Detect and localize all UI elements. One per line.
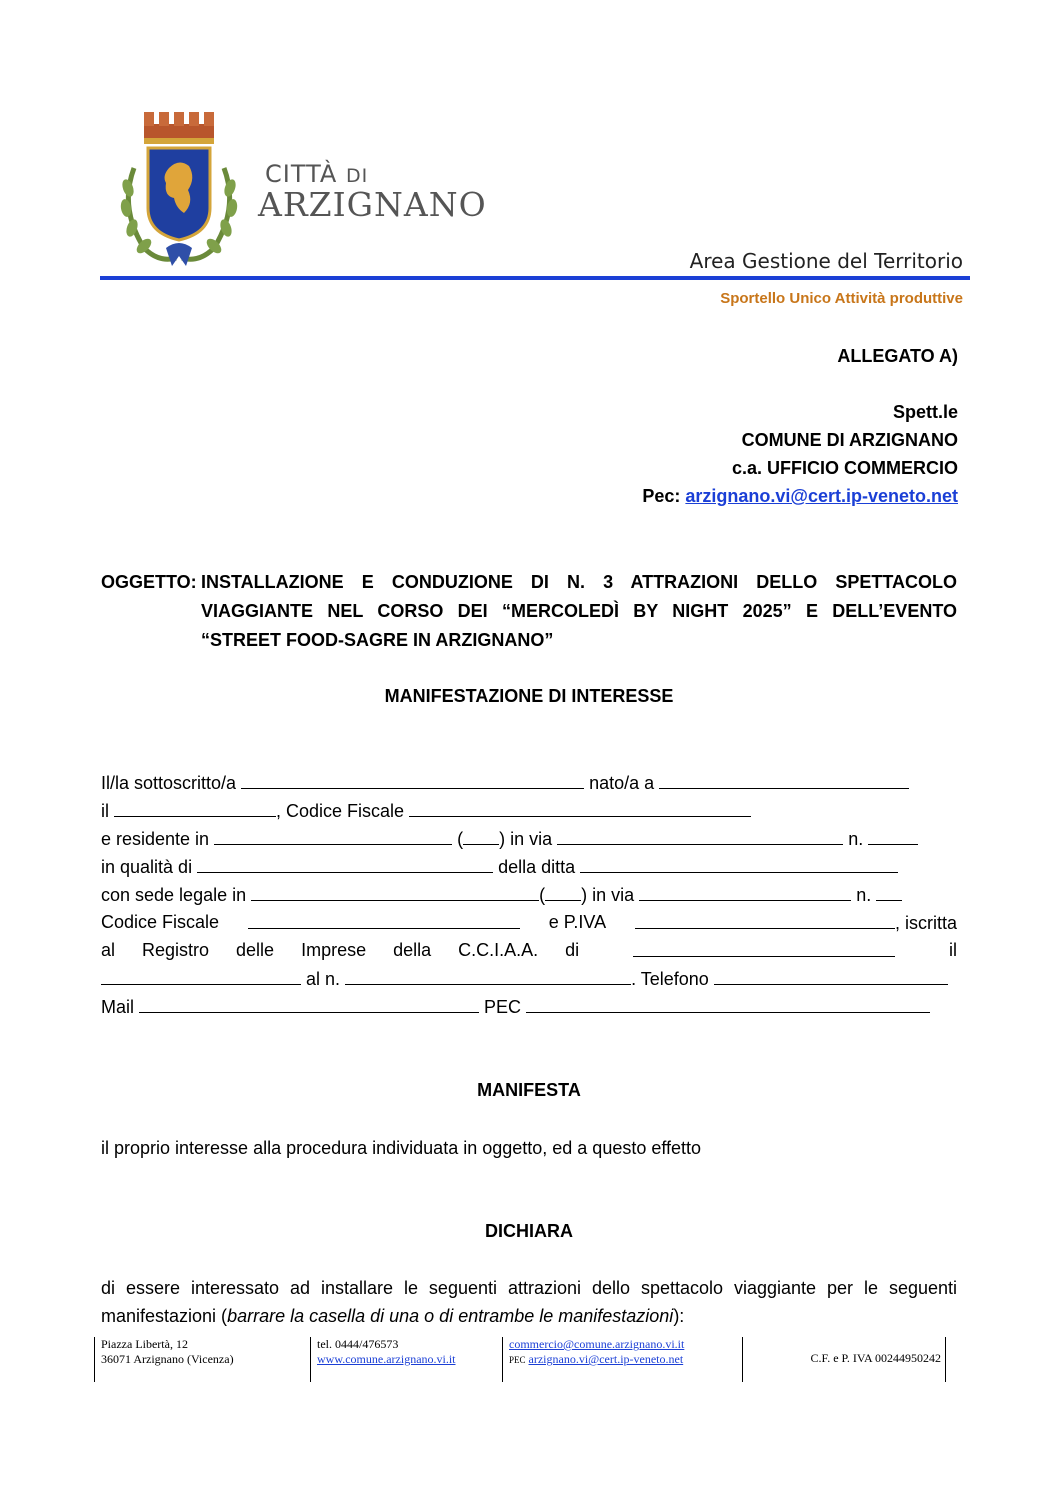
city-name: ARZIGNANO (258, 185, 487, 224)
form-line-2 (101, 800, 751, 822)
label-number: n. (848, 829, 864, 849)
recipient-name: COMUNE DI ARZIGNANO (741, 430, 958, 450)
phone-number: tel. 0444/476573 (317, 1337, 399, 1351)
birthplace-field[interactable] (659, 772, 909, 789)
recipient-office: c.a. UFFICIO COMMERCIO (731, 458, 958, 478)
city-name-small (265, 160, 368, 188)
header-divider (100, 276, 970, 280)
document-title: MANIFESTAZIONE DI INTERESSE (384, 686, 674, 706)
pec-email-link[interactable]: arzignano.vi@cert.ip-veneto.net (685, 486, 958, 506)
paren-open: ( (457, 829, 464, 849)
company-field[interactable] (580, 856, 898, 873)
pec-label: Pec: (642, 486, 681, 506)
residence-province-field[interactable] (463, 828, 499, 845)
paren-close: ) (581, 885, 588, 905)
footer (94, 1337, 942, 1382)
attachment-label: ALLEGATO A) (837, 346, 958, 366)
street-field[interactable] (557, 828, 843, 845)
label-birthplace: nato/a a (589, 773, 655, 793)
form-line-6 (101, 912, 957, 934)
registry-number-field[interactable] (345, 968, 631, 985)
form-line-7 (101, 940, 957, 961)
subject-block (101, 568, 957, 655)
footer-tax-id (742, 1337, 946, 1382)
residence-field[interactable] (214, 828, 452, 845)
form-line-8 (101, 968, 948, 990)
form-line-5 (101, 884, 902, 906)
pec-field[interactable] (526, 996, 930, 1013)
footer-pec-link[interactable]: arzignano.vi@cert.ip-veneto.net (528, 1352, 684, 1366)
form-line-1 (101, 772, 909, 794)
label-pec: PEC (484, 997, 522, 1017)
label-registered-office: con sede legale in (101, 885, 247, 905)
street-number-field[interactable] (868, 828, 918, 845)
company-codice-fiscale-field[interactable] (248, 912, 520, 929)
office-number-field[interactable] (876, 884, 902, 901)
partita-iva-field[interactable] (635, 912, 895, 929)
subject-text: INSTALLAZIONE E CONDUZIONE DI N. 3 ATTRAZIONI DELLO SPETTACOLO VIAGGIANTE NEL CORSO DEI “MERCOLEDÌ BY NIGHT 2025” E DELL’EVENTO “STREET FOOD-SAGRE IN ARZIGNANO” (201, 572, 957, 650)
label-office-street: in via (592, 885, 635, 905)
dichiara-text-main: di essere interessato ad installare le seguenti attrazioni dello spettacolo viaggiante per le seguenti manifestazioni ( (101, 1278, 957, 1326)
footer-pec-label: PEC (509, 1355, 526, 1365)
label-mail: Mail (101, 997, 135, 1017)
footer-address (94, 1337, 301, 1382)
label-registry: al Registro delle Imprese della C.C.I.A.A. di (101, 940, 580, 960)
label-role: in qualità di (101, 857, 193, 877)
birthdate-field[interactable] (114, 800, 276, 817)
name-field[interactable] (241, 772, 584, 789)
manifesta-heading: MANIFESTA (477, 1080, 581, 1100)
codice-fiscale-field[interactable] (409, 800, 751, 817)
dichiara-text-end: ): (673, 1306, 685, 1326)
office-province-field[interactable] (545, 884, 581, 901)
registered-office-field[interactable] (251, 884, 539, 901)
registry-chamber-field[interactable] (633, 940, 895, 957)
label-iscritta: , iscritta (894, 913, 957, 933)
role-field[interactable] (197, 856, 493, 873)
commerce-email-link[interactable]: commercio@comune.arzignano.vi.it (509, 1337, 685, 1351)
website-link[interactable]: www.comune.arzignano.vi.it (317, 1352, 456, 1366)
registry-date-field[interactable] (101, 968, 301, 985)
address-line-1: Piazza Libertà, 12 (101, 1337, 188, 1351)
city-coat-of-arms-logo (114, 108, 244, 270)
recipient-salutation: Spett.le (892, 402, 958, 422)
city-di-label: DI (345, 165, 369, 187)
label-office-number: n. (856, 885, 872, 905)
label-company: della ditta (498, 857, 576, 877)
dichiara-heading: DICHIARA (485, 1221, 573, 1241)
paren-open: ( (539, 885, 546, 905)
tax-id: C.F. e P. IVA 00244950242 (810, 1351, 941, 1365)
paren-close: ) (499, 829, 506, 849)
label-phone: . Telefono (631, 969, 709, 989)
label-registry-number: al n. (306, 969, 341, 989)
label-codice-fiscale: , Codice Fiscale (276, 801, 405, 821)
department-name: Area Gestione del Territorio (689, 249, 963, 273)
address-line-2: 36071 Arzignano (Vicenza) (101, 1352, 234, 1366)
footer-emails (502, 1337, 739, 1382)
office-street-field[interactable] (639, 884, 851, 901)
label-birthdate: il (101, 801, 109, 821)
label-company-codice-fiscale: Codice Fiscale (101, 912, 220, 932)
manifesta-text: il proprio interesse alla procedura individuata in oggetto, ed a questo effetto (101, 1138, 702, 1158)
form-line-3 (101, 828, 918, 850)
phone-field[interactable] (714, 968, 948, 985)
office-name: Sportello Unico Attività produttive (720, 290, 963, 307)
form-line-9 (101, 996, 930, 1018)
recipient-pec (642, 486, 958, 507)
label-partita-iva: e P.IVA (548, 912, 607, 932)
label-sottoscritto: Il/la sottoscritto/a (101, 773, 237, 793)
footer-contacts (310, 1337, 497, 1382)
subject-label: OGGETTO: (101, 572, 197, 592)
label-registry-date: il (949, 940, 957, 960)
mail-field[interactable] (139, 996, 479, 1013)
form-line-4 (101, 856, 898, 878)
city-label: CITTÀ (265, 160, 338, 188)
dichiara-text-italic: barrare la casella di una o di entrambe le manifestazioni (227, 1306, 674, 1326)
label-residence: e residente in (101, 829, 210, 849)
label-street: in via (510, 829, 553, 849)
dichiara-text (101, 1274, 957, 1330)
